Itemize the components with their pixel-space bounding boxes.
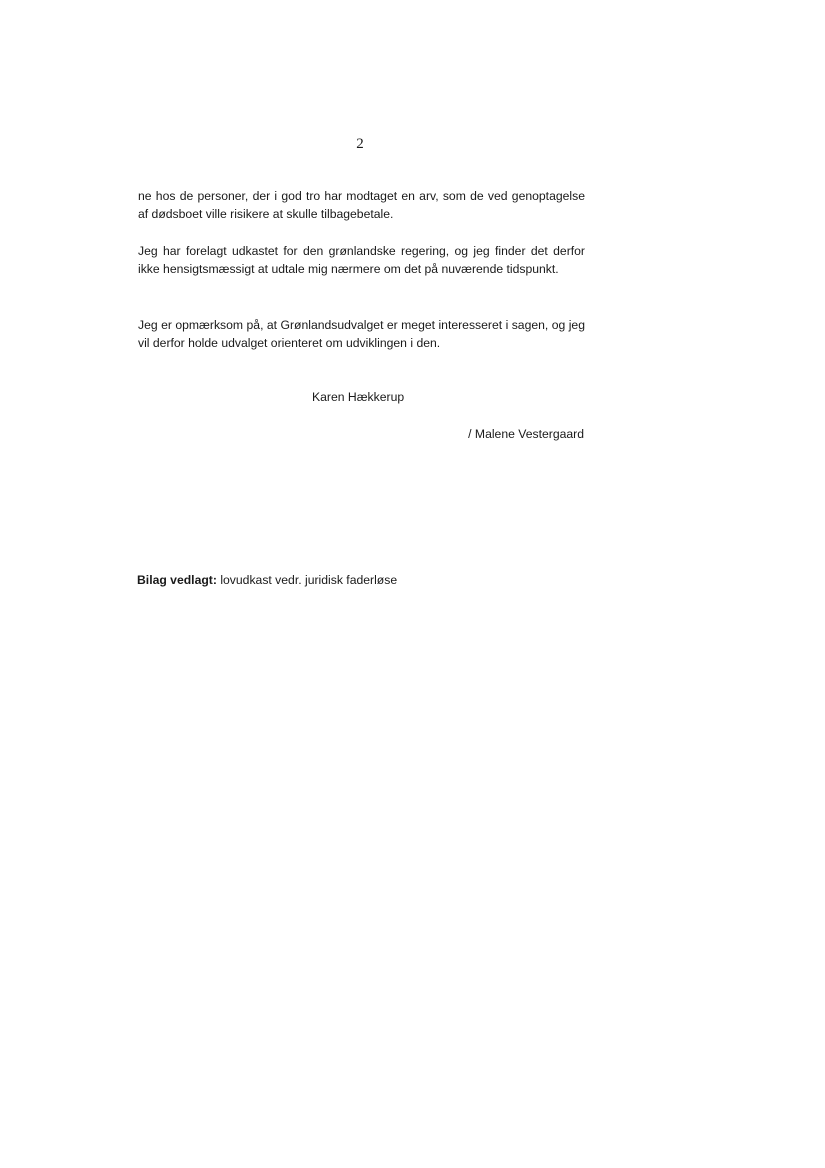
paragraph-continuation: ne hos de personer, der i god tro har modtaget en arv, som de ved genoptagelse af dødsboet ville risikere at skulle tilbagebetale. <box>138 189 585 221</box>
cosigner-name: / Malene Vestergaard <box>468 427 584 441</box>
attachment-note <box>137 573 397 587</box>
attachment-label: Bilag vedlagt: <box>137 573 217 587</box>
signer-name: Karen Hækkerup <box>312 390 405 404</box>
page-number: 2 <box>356 136 364 152</box>
paragraph-committee-informed: Jeg er opmærksom på, at Grønlandsudvalget er meget interesseret i sagen, og jeg vil derfor holde udvalget orienteret om udviklingen i den. <box>138 318 585 350</box>
attachment-text: lovudkast vedr. juridisk faderløse <box>220 573 398 587</box>
paragraph-draft-presented: Jeg har forelagt udkastet for den grønlandske regering, og jeg finder det derfor ikke hensigtsmæssigt at udtale mig nærmere om det på nuværende tidspunkt. <box>138 244 585 276</box>
